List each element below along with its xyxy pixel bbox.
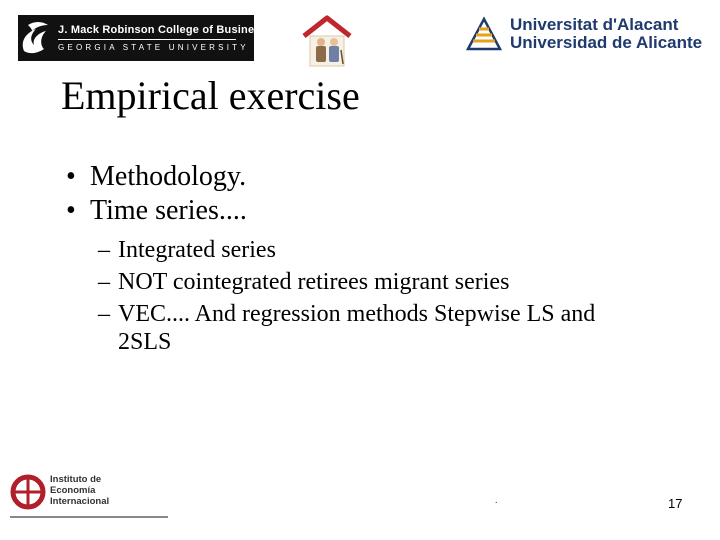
retirees-house-icon (300, 14, 354, 68)
sub-bullet-list (98, 236, 686, 356)
ua-logo (464, 14, 702, 54)
dash-icon: – (98, 237, 110, 263)
iei-line-2: Economía (50, 485, 96, 496)
iei-line-3: Internacional (50, 496, 110, 507)
bullet-list (66, 160, 686, 360)
sub-bullet-item (98, 236, 686, 264)
gsu-logo (18, 15, 267, 61)
gsu-college-name: J. Mack Robinson College of Business (58, 24, 267, 36)
ua-name-valencian: Universitat d'Alacant (510, 15, 679, 34)
gsu-divider (58, 39, 236, 40)
ua-emblem-icon (464, 15, 504, 53)
sub-bullet-item (98, 268, 686, 296)
slide-title: Empirical exercise (61, 73, 360, 118)
bullet-text: Time series.... (90, 195, 247, 226)
bullet-item (66, 160, 686, 194)
iei-line-1: Instituto de (50, 474, 102, 485)
bullet-text: Methodology. (90, 161, 247, 192)
sub-bullet-text: NOT cointegrated retirees migrant series (118, 269, 510, 295)
bullet-item (66, 194, 686, 228)
footer-mark: . (495, 495, 498, 506)
ua-name-spanish: Universidad de Alicante (510, 33, 703, 52)
sub-bullet-text: VEC.... And regression methods Stepwise LS and 2SLS (118, 301, 596, 355)
bullet-dot-icon: • (66, 195, 76, 226)
dash-icon: – (98, 269, 110, 295)
iei-divider (10, 516, 168, 518)
gsu-flame-icon (18, 15, 52, 61)
sub-bullet-item (98, 300, 686, 356)
iei-emblem-icon (10, 474, 46, 510)
iei-logo (10, 472, 168, 522)
bullet-dot-icon: • (66, 161, 76, 192)
gsu-university-name: GEORGIA STATE UNIVERSITY (58, 43, 249, 52)
page-number: 17 (668, 496, 683, 511)
sub-bullet-text: Integrated series (118, 237, 276, 263)
dash-icon: – (98, 301, 110, 327)
